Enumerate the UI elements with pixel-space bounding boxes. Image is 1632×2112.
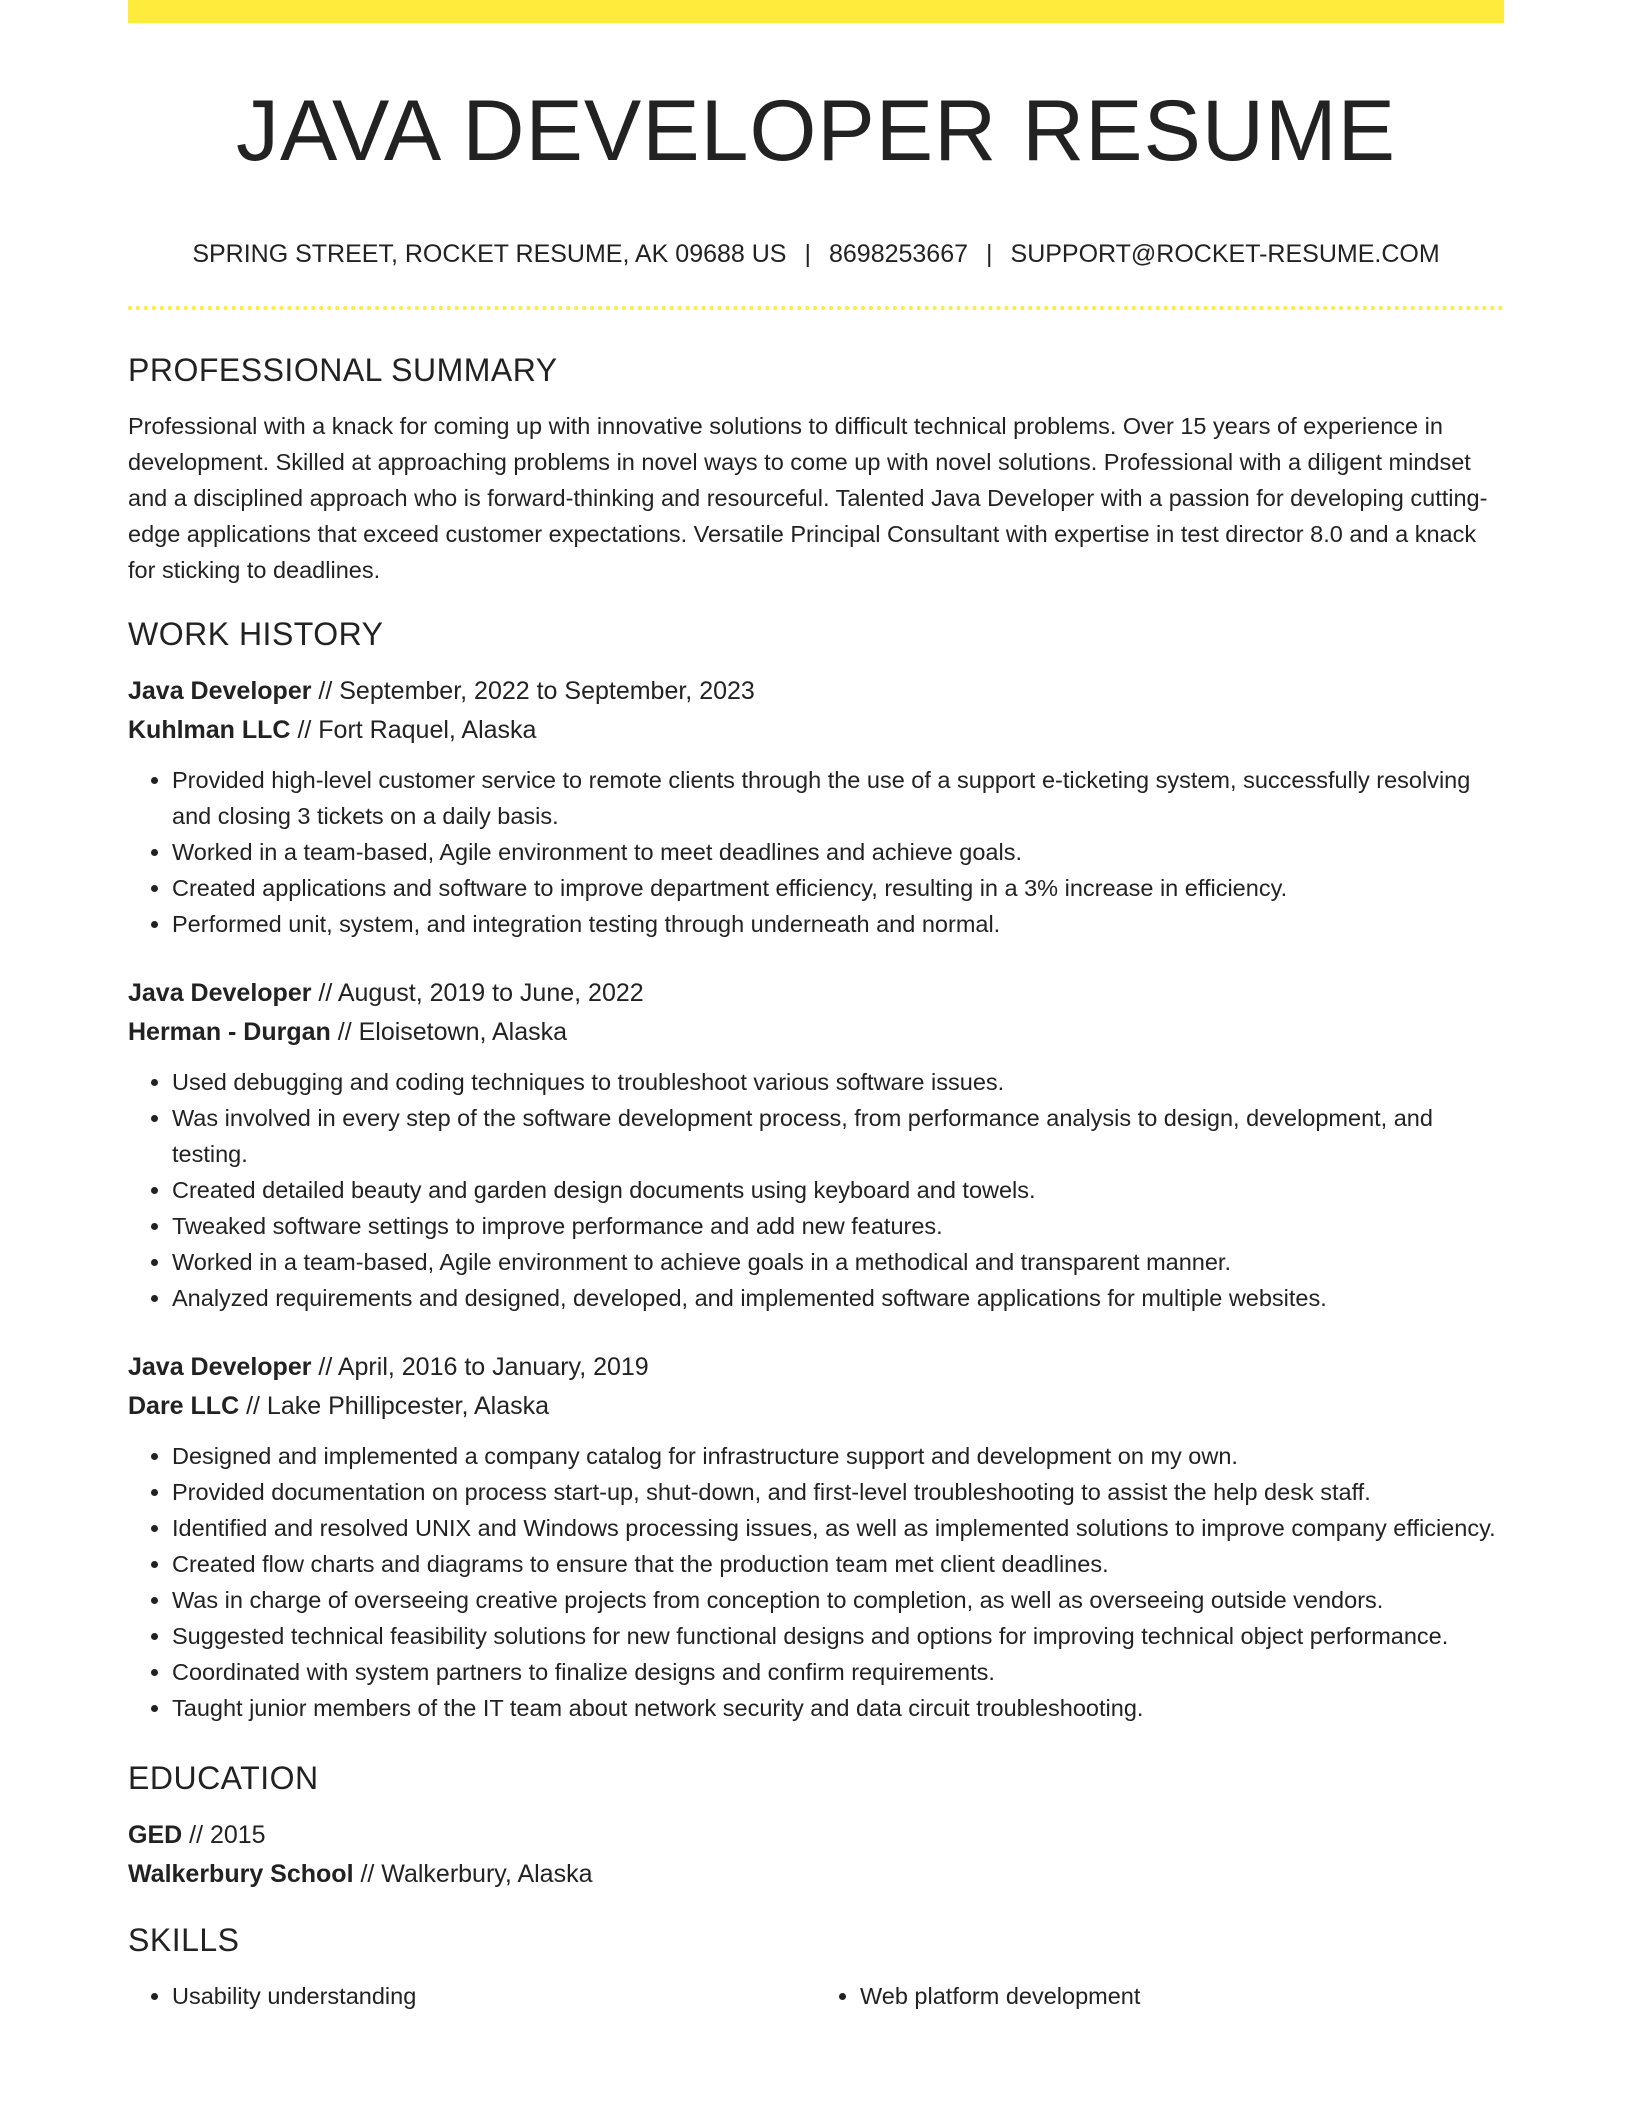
job-bullet: • Created applications and software to improve department efficiency, resulting in a 3% increase in efficiency. (172, 870, 1504, 906)
contact-line (128, 236, 1504, 272)
job-bullet: • Created flow charts and diagrams to ensure that the production team met client deadlines. (172, 1546, 1504, 1582)
job-bullet: • Tweaked software settings to improve performance and add new features. (172, 1208, 1504, 1244)
job-bullet: • Created detailed beauty and garden design documents using keyboard and towels. (172, 1172, 1504, 1208)
job-bullet: • Used debugging and coding techniques to troubleshoot various software issues. (172, 1064, 1504, 1100)
job-company: Kuhlman LLC (128, 716, 291, 744)
job-bullet-list (128, 762, 1504, 942)
job-dates: // September, 2022 to September, 2023 (311, 677, 755, 705)
education-year: // 2015 (182, 1821, 266, 1849)
section-heading-education: EDUCATION (128, 1760, 319, 1796)
accent-bar (128, 0, 1504, 23)
contact-separator: | (986, 240, 993, 268)
skill-item: • Usability understanding (172, 1978, 816, 2014)
job-bullet: • Provided documentation on process start-up, shut-down, and first-level troubleshooting to assist the help desk staff. (172, 1474, 1504, 1510)
skills-columns (128, 1978, 1504, 2014)
job-company: Dare LLC (128, 1392, 240, 1420)
divider (128, 306, 1504, 310)
job-bullet: • Worked in a team-based, Agile environment to meet deadlines and achieve goals. (172, 834, 1504, 870)
education-degree-line (128, 1816, 1504, 1855)
resume-content (128, 350, 1504, 2014)
job-list (128, 672, 1504, 1726)
job-location: // Lake Phillipcester, Alaska (239, 1392, 550, 1420)
section-heading-work: WORK HISTORY (128, 616, 384, 652)
job-company-line (128, 711, 1504, 750)
education-entry (128, 1816, 1504, 1894)
job-title-line (128, 672, 1504, 711)
section-heading-summary: PROFESSIONAL SUMMARY (128, 352, 558, 388)
job-bullet: • Designed and implemented a company catalog for infrastructure support and development on my own. (172, 1438, 1504, 1474)
job-title-line (128, 1348, 1504, 1387)
contact-separator: | (804, 240, 811, 268)
job-entry (128, 672, 1504, 942)
job-title: Java Developer (128, 677, 312, 705)
job-bullet: • Identified and resolved UNIX and Windows processing issues, as well as implemented solutions to improve company efficiency. (172, 1510, 1504, 1546)
job-bullet: • Worked in a team-based, Agile environment to achieve goals in a methodical and transparent manner. (172, 1244, 1504, 1280)
skills-list-right (816, 1978, 1504, 2014)
job-bullet: • Performed unit, system, and integration testing through underneath and normal. (172, 906, 1504, 942)
education-school-line (128, 1855, 1504, 1894)
job-bullet: • Was in charge of overseeing creative projects from conception to completion, as well as overseeing outside vendors. (172, 1582, 1504, 1618)
skill-item: • Web platform development (860, 1978, 1504, 2014)
skills-list-left (128, 1978, 816, 2014)
section-heading-skills: SKILLS (128, 1922, 240, 1958)
job-bullet: • Coordinated with system partners to finalize designs and confirm requirements. (172, 1654, 1504, 1690)
job-entry (128, 1348, 1504, 1726)
job-bullet: • Provided high-level customer service to remote clients through the use of a support e-ticketing system, successfully resolving and closing 3 tickets on a daily basis. (172, 762, 1504, 834)
job-bullet-list (128, 1064, 1504, 1316)
education-location: // Walkerbury, Alaska (353, 1860, 593, 1888)
job-title: Java Developer (128, 1353, 312, 1381)
job-bullet: • Suggested technical feasibility solutions for new functional designs and options for improving technical object performance. (172, 1618, 1504, 1654)
education-degree: GED (128, 1821, 183, 1849)
job-company-line (128, 1013, 1504, 1052)
job-company-line (128, 1387, 1504, 1426)
education-school: Walkerbury School (128, 1860, 354, 1888)
job-entry (128, 974, 1504, 1316)
job-dates: // April, 2016 to January, 2019 (311, 1353, 649, 1381)
job-company: Herman - Durgan (128, 1018, 331, 1046)
job-title: Java Developer (128, 979, 312, 1007)
resume-title: JAVA DEVELOPER RESUME (235, 83, 1397, 179)
contact-phone: 8698253667 (828, 240, 969, 268)
summary-text: Professional with a knack for coming up with innovative solutions to difficult technical problems. Over 15 years of experience in development. Skilled at approaching problems in novel ways to come up with novel solutions. Professional with a diligent mindset and a disciplined approach who is forward-thinking and resourceful. Talented Java Developer with a passion for developing cutting-edge applications that exceed customer expectations. Versatile Principal Consultant with expertise in test director 8.0 and a knack for sticking to deadlines. (128, 413, 1488, 583)
job-bullet: • Was involved in every step of the software development process, from performance analysis to design, development, and testing. (172, 1100, 1504, 1172)
contact-email[interactable]: SUPPORT@ROCKET-RESUME.COM (1010, 240, 1440, 268)
job-bullet: • Analyzed requirements and designed, developed, and implemented software applications for multiple websites. (172, 1280, 1504, 1316)
job-title-line (128, 974, 1504, 1013)
job-location: // Eloisetown, Alaska (330, 1018, 568, 1046)
job-dates: // August, 2019 to June, 2022 (311, 979, 644, 1007)
contact-address: SPRING STREET, ROCKET RESUME, AK 09688 US (192, 240, 787, 268)
job-location: // Fort Raquel, Alaska (290, 716, 537, 744)
job-bullet-list (128, 1438, 1504, 1726)
job-bullet: • Taught junior members of the IT team about network security and data circuit troubleshooting. (172, 1690, 1504, 1726)
